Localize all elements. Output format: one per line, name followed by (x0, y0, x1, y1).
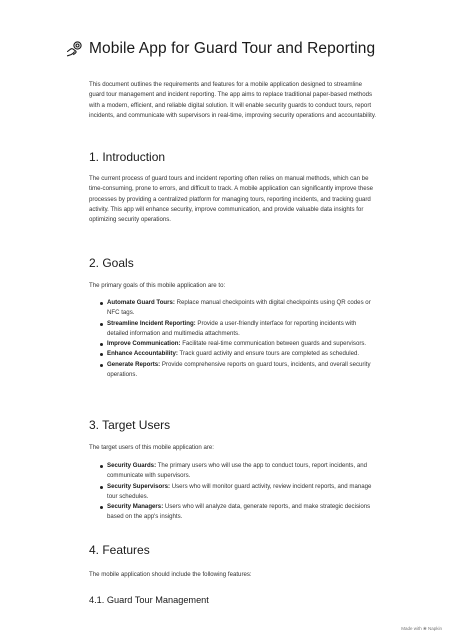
intro-block (89, 80, 379, 121)
bullet-icon (100, 465, 103, 468)
section-introduction (89, 150, 379, 164)
section-target-users (89, 418, 379, 432)
section-heading-introduction: 1. Introduction (89, 150, 166, 164)
intro-paragraph: This document outlines the requirements and features for a mobile application designed to streamline guard tour management and incident reporting. The app aims to replace traditional paper-based methods with a modern, efficient, and reliable digital solution. It will enable security guards to conduct tours, report incidents, and communicate with supervisors in real-time, improving security operations and accountability. (89, 81, 377, 119)
bullet-icon (100, 302, 103, 305)
subsection-heading-guard-tour-management: 4.1. Guard Tour Management (89, 595, 209, 605)
made-with-napkin-footer: Made with ❀ Napkin (401, 626, 442, 631)
section-heading-goals: 2. Goals (89, 256, 134, 270)
bullet-icon (100, 364, 103, 367)
list-item: Streamline Incident Reporting: Provide a user-friendly interface for reporting incidents with detailed information and multimedia attachments. (89, 319, 379, 340)
features-lead-text: The mobile application should include the following features: (89, 571, 252, 578)
bullet-icon (100, 323, 103, 326)
subsection-guard-tour (89, 595, 379, 605)
list-item: Security Supervisors: Users who will monitor guard activity, review incident reports, and manage tour schedules. (89, 482, 379, 503)
section-heading-features: 4. Features (89, 543, 150, 557)
target-users-lead-text: The target users of this mobile application are: (89, 444, 214, 451)
bullet-icon (100, 506, 103, 509)
target-users-list-block (89, 461, 379, 523)
list-item: Security Guards: The primary users who will use the app to conduct tours, report incidents, and communicate with supervisors. (89, 461, 379, 482)
bullet-icon (100, 343, 103, 346)
goals-list (89, 298, 379, 380)
section-goals (89, 256, 379, 270)
bullet-icon (100, 353, 103, 356)
goals-lead-text: The primary goals of this mobile application are to: (89, 282, 226, 289)
list-item: Enhance Accountability: Track guard activity and ensure tours are completed as scheduled. (89, 349, 379, 359)
list-item: Generate Reports: Provide comprehensive reports on guard tours, incidents, and overall security operations. (89, 360, 379, 381)
document-title (66, 40, 375, 58)
list-item: Improve Communication: Facilitate real-time communication between guards and supervisors. (89, 339, 379, 349)
list-item: Security Managers: Users who will analyze data, generate reports, and make strategic decisions based on the app's insights. (89, 502, 379, 523)
list-item: Automate Guard Tours: Replace manual checkpoints with digital checkpoints using QR codes or NFC tags. (89, 298, 379, 319)
page-title: Mobile App for Guard Tour and Reporting (89, 40, 376, 57)
target-users-lead (89, 443, 379, 453)
introduction-body (89, 174, 379, 225)
section-features (89, 543, 379, 557)
goals-lead (89, 281, 379, 291)
features-lead (89, 570, 379, 580)
section-heading-target-users: 3. Target Users (89, 418, 171, 432)
bullet-icon (100, 486, 103, 489)
hands-with-badge-icon (66, 40, 84, 58)
target-users-list (89, 461, 379, 523)
introduction-paragraph: The current process of guard tours and incident reporting often relies on manual methods, which can be time-consuming, prone to errors, and difficult to track. A mobile application can significantly improve these processes by providing a centralized platform for managing tours, reporting incidents, and tracking guard activity. This app will enhance security, improve communication, and provide valuable data insights for optimizing security operations. (89, 175, 374, 224)
goals-list-block (89, 298, 379, 380)
